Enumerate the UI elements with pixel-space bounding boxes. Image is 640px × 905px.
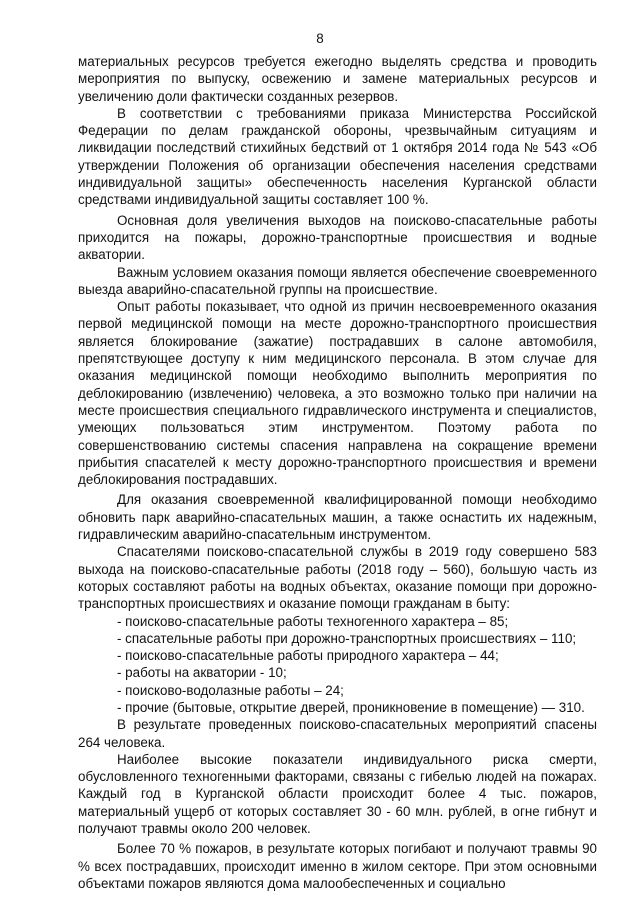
list-item: - работы на акватории - 10; xyxy=(117,665,287,681)
document-body xyxy=(78,53,597,892)
paragraph-8: В результате проведенных поисково-спасательных мероприятий спасены 264 человека. xyxy=(78,717,597,750)
paragraph-9: Наиболее высокие показатели индивидуального риска смерти, обусловленного техногенными факторами, связаны с гибелью людей на пожарах. Каждый год в Курганской области происходит более 4 тыс. пожаров, материальный ущерб от которых составляет 30 - 60 млн. рублей, в огне гибнут и получают травмы около 200 человек. xyxy=(78,751,597,837)
list-item: - поисково-водолазные работы – 24; xyxy=(117,682,344,698)
rescue-works-list xyxy=(78,613,597,717)
paragraph-7: Спасателями поисково-спасательной службы в 2019 году совершено 583 выхода на поисково-спасательные работы (2018 году – 560), большую часть из которых составляют работы на водных объектах, оказание помощи при дорожно-транспортных происшествиях и оказание помощи гражданам в быту: xyxy=(78,544,597,612)
list-item: - поисково-спасательные работы природного характера – 44; xyxy=(117,648,499,664)
paragraph-1: материальных ресурсов требуется ежегодно выделять средства и проводить мероприятия по выпуску, освежению и замене материальных ресурсов и увеличению доли фактически созданных резервов. xyxy=(78,54,597,104)
list-item: - спасательные работы при дорожно-транспортных происшествиях – 110; xyxy=(117,630,577,646)
paragraph-2: В соответствии с требованиями приказа Министерства Российской Федерации по делам гражданской обороны, чрезвычайным ситуациям и ликвидации последствий стихийных бедствий от 1 октября 2014 года № 543 «Об утверждении Положения об организации обеспечения населения средствами индивидуальной защиты» обеспеченность населения Курганской области средствами индивидуальной защиты составляет 100 %. xyxy=(78,105,597,208)
paragraph-3: Основная доля увеличения выходов на поисково-спасательные работы приходится на пожары, дорожно-транспортные происшествия и водные акватории. xyxy=(78,212,597,263)
paragraph-10: Более 70 % пожаров, в результате которых погибают и получают травмы 90 % всех пострадавших, происходит именно в жилом секторе. При этом основными объектами пожаров являются дома малообеспеченных и социально xyxy=(78,841,597,891)
list-item: - прочие (бытовые, открытие дверей, проникновение в помещение) — 310. xyxy=(117,699,585,715)
paragraph-5: Опыт работы показывает, что одной из причин несвоевременного оказания первой медицинской помощи на месте дорожно-транспортного происшествия является блокирование (зажатие) пострадавших в салоне автомобиля, препятствующее доступу к ним медицинского персонала. В этом случае для оказания медицинской помощи необходимо выполнить мероприятия по деблокированию (извлечению) человека, а это возможно только при наличии на месте происшествия специального гидравлического инструмента и специалистов, умеющих пользоваться этим инструментом. Поэтому работа по совершенствованию системы спасения направлена на сокращение времени прибытия спасателей к месту дорожно-транспортного происшествия и времени деблокирования пострадавших. xyxy=(78,299,597,488)
paragraph-4: Важным условием оказания помощи является обеспечение своевременного выезда аварийно-спасательной группы на происшествие. xyxy=(78,264,597,297)
paragraph-6: Для оказания своевременной квалифицированной помощи необходимо обновить парк аварийно-спасательных машин, а также оснастить их надежным, гидравлическим аварийно-спасательным инструментом. xyxy=(78,492,597,543)
list-item: - поисково-спасательные работы техногенного характера – 85; xyxy=(117,613,509,629)
page-number: 8 xyxy=(316,31,324,46)
